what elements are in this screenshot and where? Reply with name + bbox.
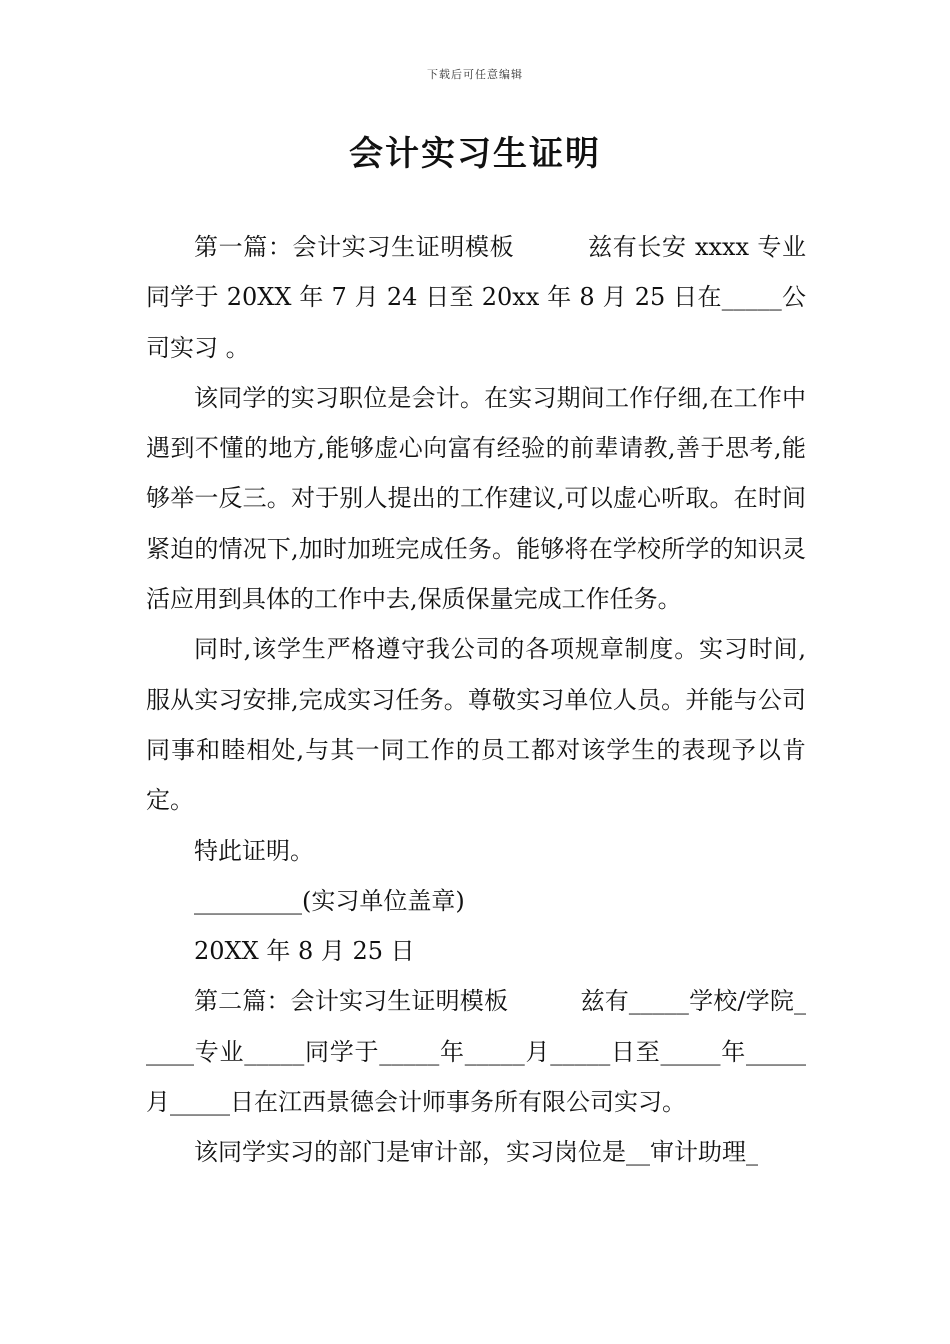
header-note: 下载后可任意编辑 (427, 68, 523, 81)
document-title: 会计实习生证明 (349, 134, 601, 174)
paragraph-4: 特此证明。 (194, 836, 314, 865)
document-body (146, 222, 806, 1178)
paragraph-1: 第一篇：会计实习生证明模板 兹有长安 xxxx 专业同学于 20XX 年 7 月 24 日至 20xx 年 8 月 25 日在_____公司实习 。 (146, 233, 806, 362)
paragraph-3: 同时,该学生严格遵守我公司的各项规章制度。实习时间,服从实习安排,完成实习任务。尊敬实习单位人员。并能与公司同事和睦相处,与其一同工作的员工都对该学生的表现予以肯定。 (146, 635, 806, 815)
paragraph-5-seal-line: _________(实习单位盖章) (194, 886, 465, 915)
paragraph-8: 该同学实习的部门是审计部，实习岗位是__审计助理_ (194, 1138, 758, 1167)
paragraph-7: 第二篇：会计实习生证明模板 兹有_____学校/学院_____专业_____同学于_____年_____月_____日至_____年_____月_____日在江西景德会计师事务所有限公司实习。 (146, 987, 806, 1117)
paragraph-6-date: 20XX 年 8 月 25 日 (194, 937, 415, 966)
paragraph-2: 该同学的实习职位是会计。在实习期间工作仔细,在工作中遇到不懂的地方,能够虚心向富有经验的前辈请教,善于思考,能够举一反三。对于别人提出的工作建议,可以虚心听取。在时间紧迫的情况下,加时加班完成任务。能够将在学校所学的知识灵活应用到具体的工作中去,保质保量完成工作任务。 (146, 383, 806, 614)
